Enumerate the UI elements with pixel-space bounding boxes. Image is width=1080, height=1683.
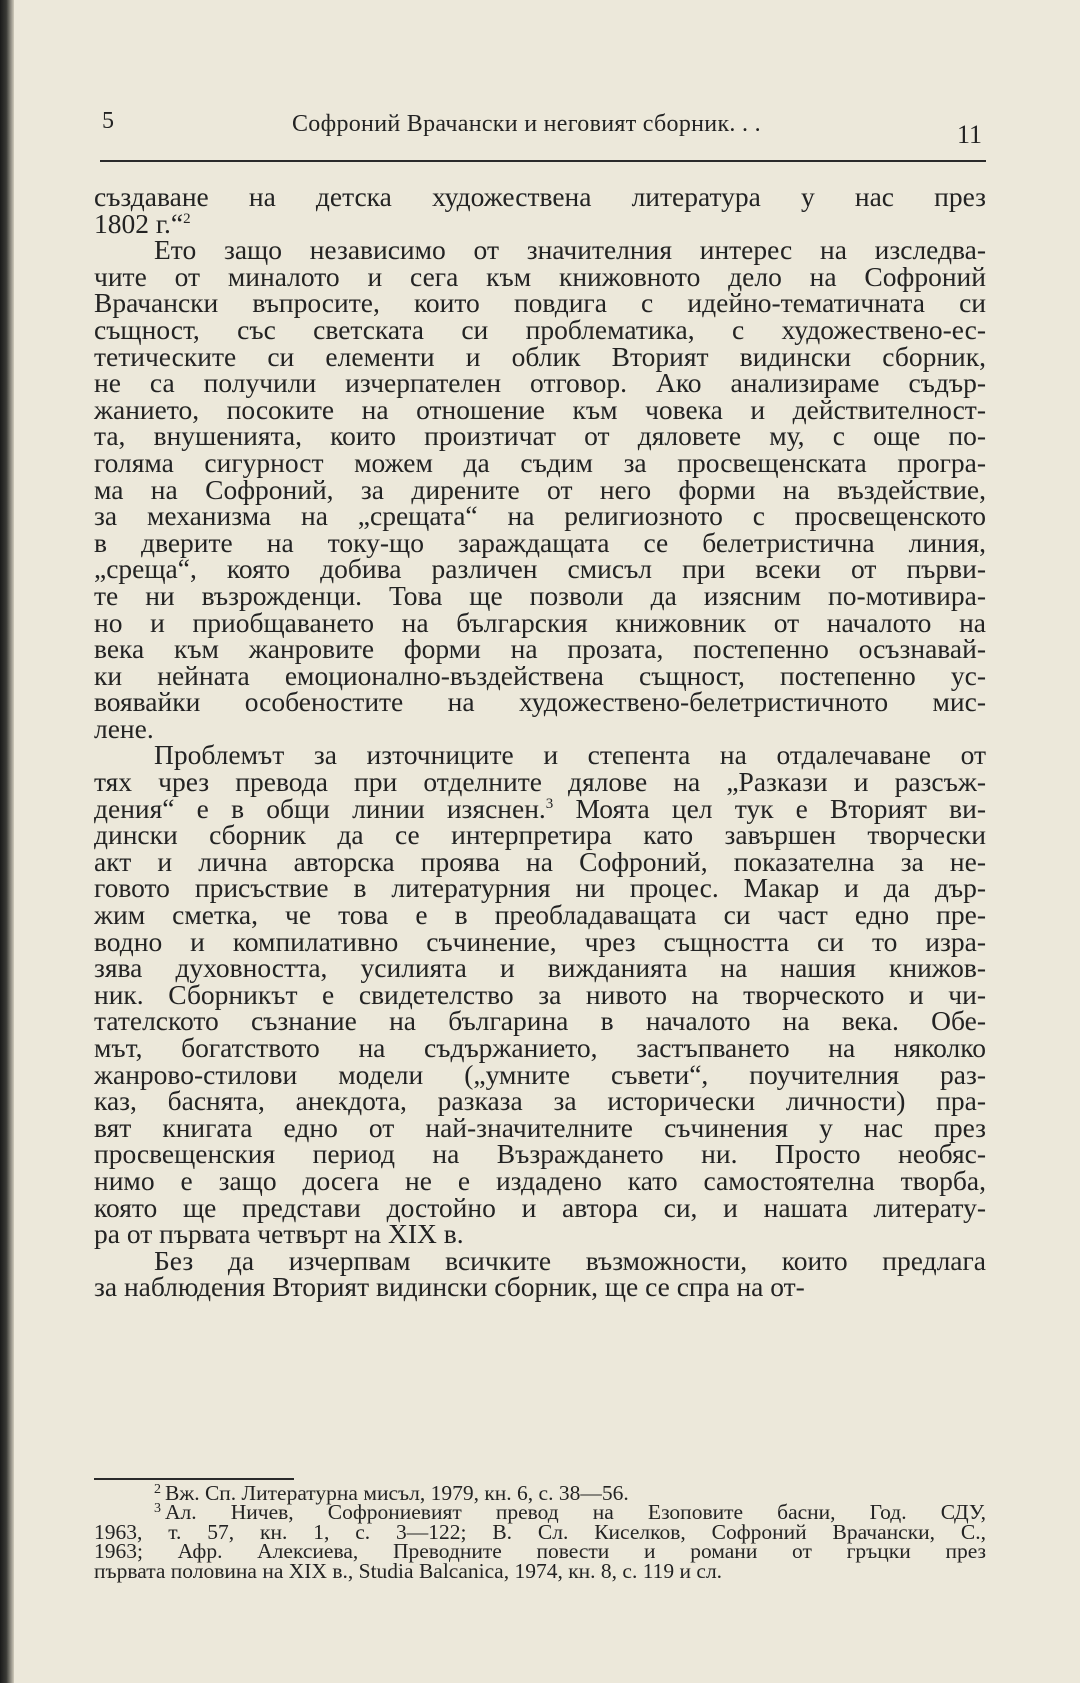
text-line: дения“ е в общи линии изяснен.$^3$ Моята цел тук е Вторият ви- — [94, 792, 986, 824]
scan-edge — [0, 0, 14, 1683]
text-line: нимо е защо досега не е издадено като самостоятелна творба, — [94, 1164, 986, 1196]
text-line: ник. Сборникът е свидетелство за нивото на творческото и чи- — [94, 978, 986, 1010]
book-page — [14, 0, 1080, 1683]
text-line: тетическите си елементи и облик Вторият видински сборник, — [94, 340, 986, 372]
text-line: акт и лична авторска проява на Софроний, показателна за не- — [94, 845, 986, 877]
text-line: вят книгата едно от най-значителните съчинения у нас през — [94, 1111, 986, 1143]
text-line: жим сметка, че това е в преобладаващата си част едно пре- — [94, 899, 986, 931]
text-line: Без да изчерпвам всичките възможности, които предлага — [154, 1244, 986, 1276]
text-line: в дверите на току-що зараждащата се белетристична линия, — [94, 526, 986, 558]
text-line: жанрово-стилови модели („умните съвети“, поучителния раз- — [94, 1058, 986, 1090]
page-number: 11 — [956, 120, 982, 149]
text-line: Ето защо независимо от значителния интерес на изследва- — [154, 234, 986, 266]
text-line: но и приобщаването на българския книжовник от началото на — [94, 606, 986, 638]
body-text — [94, 181, 986, 1303]
text-line: Проблемът за източниците и степента на отдалечаване от — [154, 739, 986, 771]
footnotes — [94, 1481, 986, 1583]
text-line: тях чрез превода при отделните дялове на „Разкази и разсъж- — [94, 766, 986, 798]
text-line: каз, баснята, анекдота, разказа за исторически личности) пра- — [94, 1085, 986, 1117]
text-line: за механизма на „срещата“ на религиозното с просвещенското — [94, 500, 986, 532]
footnote-text: Ал. Ничев, Софрониевият превод на Езоповите басни, Год. СДУ, — [165, 1500, 986, 1525]
paragraph — [94, 1244, 986, 1303]
text-line: за наблюдения Вторият видински сборник, ще се спра на от- — [94, 1271, 805, 1303]
text-line: ма на Софроний, за дирените от него форми на въздействие, — [94, 473, 986, 505]
running-header — [102, 108, 990, 148]
text-line: тателското съзнание на българина в началото на века. Обе- — [94, 1005, 986, 1037]
footnote-rule — [94, 1478, 294, 1480]
text-line: воявайки особеностите на художествено-белетристичното мис- — [94, 686, 986, 718]
text-line: голяма сигурност можем да съдим за просвещенската програ- — [94, 446, 986, 478]
footnote-number: 2 — [154, 1482, 161, 1497]
text-line: водно и компилативно съчинение, чрез същността си то изра- — [94, 925, 986, 957]
text-line: не са получили изчерпателен отговор. Ако анализираме съдър- — [94, 367, 986, 399]
text-line: века към жанровите форми на прозата, постепенно осъзнавай- — [94, 633, 986, 665]
text-line: ра от първата четвърт на XIX в. — [94, 1218, 464, 1250]
text-line: която ще представи достойно и автора си, и нашата литерату- — [94, 1191, 986, 1223]
text-line: „среща“, която добива различен смисъл при всеки от първи- — [94, 553, 986, 585]
text-line: мът, богатството на съдържанието, застъпването на няколко — [94, 1032, 986, 1063]
footnote-line: 1963; Афр. Алексиева, Преводните повести и романи от гръцки през — [94, 1539, 986, 1564]
paragraph — [94, 234, 986, 744]
section-number: 5 — [102, 108, 114, 134]
footnote — [94, 1500, 986, 1583]
text-line: 1802 г.“$^2$ — [94, 207, 191, 239]
footnote-number: 3 — [154, 1501, 161, 1517]
paragraph — [94, 739, 986, 1250]
text-line: чите от миналото и сега към книжовното дело на Софроний — [94, 260, 986, 292]
paragraph — [94, 181, 986, 239]
header-rule — [100, 160, 986, 162]
text-line: просвещенския период на Възраждането ни. Просто необяс- — [94, 1138, 986, 1170]
text-line: говото присъствие в литературния ни процес. Макар и да дър- — [94, 872, 986, 904]
text-line: та, внушенията, които произтичат от дяловете му, с още по- — [94, 420, 986, 452]
text-line: те ни възрожденци. Това ще позволи да изясним по-мотивира- — [94, 579, 986, 611]
text-line: зява духовността, усилията и вижданията на нашия книжов- — [94, 952, 986, 984]
footnote-line: първата половина на XIX в., Studia Balcanica, 1974, кн. 8, с. 119 и сл. — [94, 1558, 723, 1583]
text-line: създаване на детска художествена литература у нас през — [94, 181, 986, 212]
text-line: дински сборник да се интерпретира като завършен творчески — [94, 819, 986, 851]
footnote-line: 1963, т. 57, кн. 1, с. 3—122; В. Сл. Киселков, Софроний Врачански, С., — [94, 1519, 986, 1544]
text-line: Врачански въпросите, които повдига с идейно-тематичната си — [94, 287, 986, 319]
text-line: лене. — [94, 712, 154, 744]
text-line: същност, със светската си проблематика, с художествено-ес- — [94, 313, 986, 345]
text-line: жанието, посоките на отношение към човека и действителност- — [94, 393, 986, 425]
footnote-text: Вж. Сп. Литературна мисъл, 1979, кн. 6, с. 38—56. — [165, 1481, 629, 1505]
text-line: ки нейната емоционално-въздействена същност, постепенно ус- — [94, 659, 986, 691]
running-title: Софроний Врачански и неговият сборник. . . — [292, 111, 761, 137]
